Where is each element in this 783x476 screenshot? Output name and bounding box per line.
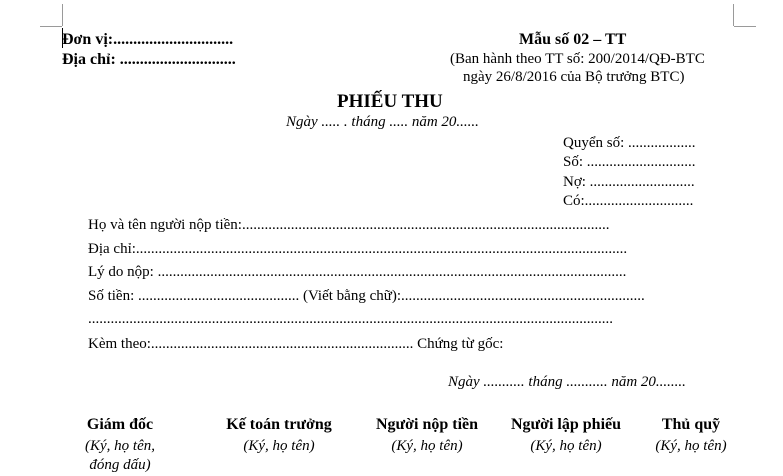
- amount-continuation-line[interactable]: ............................................................................................................................................: [88, 311, 613, 327]
- unit-line[interactable]: Đơn vị:..............................: [62, 31, 234, 48]
- signature-title: Thủ quỹ: [661, 416, 721, 433]
- amount-line[interactable]: Số tiền: ........................................... (Viết bằng chữ):.................................................................: [88, 288, 645, 304]
- signature-note: (Ký, họ tên): [391, 438, 463, 454]
- voucher-number[interactable]: Số: .............................: [563, 154, 696, 170]
- signature-payer: [352, 416, 502, 456]
- reason-line[interactable]: Lý do nộp: .............................................................................................................................: [88, 264, 627, 280]
- signature-note: (Ký, họ tên): [655, 438, 727, 454]
- signature-director: [45, 416, 195, 475]
- signature-title: Giám đốc: [86, 416, 154, 433]
- signature-note: (Ký, họ tên, đóng dấu): [85, 438, 155, 473]
- book-number[interactable]: Quyển số: ..................: [563, 135, 696, 151]
- signature-chief-accountant: [204, 416, 354, 456]
- issued-line-1[interactable]: (Ban hành theo TT số: 200/2014/QĐ-BTC: [450, 51, 705, 67]
- signature-cashier: [616, 416, 766, 456]
- payer-name-line[interactable]: Họ và tên người nộp tiền:..................................................................................................: [88, 217, 610, 233]
- form-number[interactable]: Mẫu số 02 – TT: [519, 31, 627, 48]
- attachments-line[interactable]: Kèm theo:...................................................................... Chứng từ gốc:: [88, 336, 504, 352]
- document-title[interactable]: PHIẾU THU: [337, 91, 443, 112]
- payer-address-line[interactable]: Địa chỉ:...................................................................................................................................: [88, 241, 628, 257]
- crop-mark-top-right-vertical: [733, 4, 734, 26]
- signature-note: (Ký, họ tên): [243, 438, 315, 454]
- address-line[interactable]: Địa chỉ: .............................: [62, 51, 236, 68]
- signature-title: Người lập phiếu: [510, 416, 622, 433]
- credit-account[interactable]: Có:.............................: [563, 193, 694, 209]
- signature-note: (Ký, họ tên): [530, 438, 602, 454]
- signature-title: Kế toán trưởng: [226, 416, 332, 433]
- date-line[interactable]: Ngày ..... . tháng ..... năm 20......: [286, 114, 479, 130]
- crop-mark-top-left-vertical: [62, 4, 63, 26]
- crop-mark-top-right-horizontal: [734, 26, 756, 27]
- crop-mark-top-left-horizontal: [40, 26, 62, 27]
- debit-account[interactable]: Nợ: ............................: [563, 174, 695, 190]
- issued-line-2[interactable]: ngày 26/8/2016 của Bộ trưởng BTC): [463, 69, 685, 85]
- bottom-date-line[interactable]: Ngày ........... tháng ........... năm 20........: [448, 374, 686, 390]
- signature-title: Người nộp tiền: [375, 416, 479, 433]
